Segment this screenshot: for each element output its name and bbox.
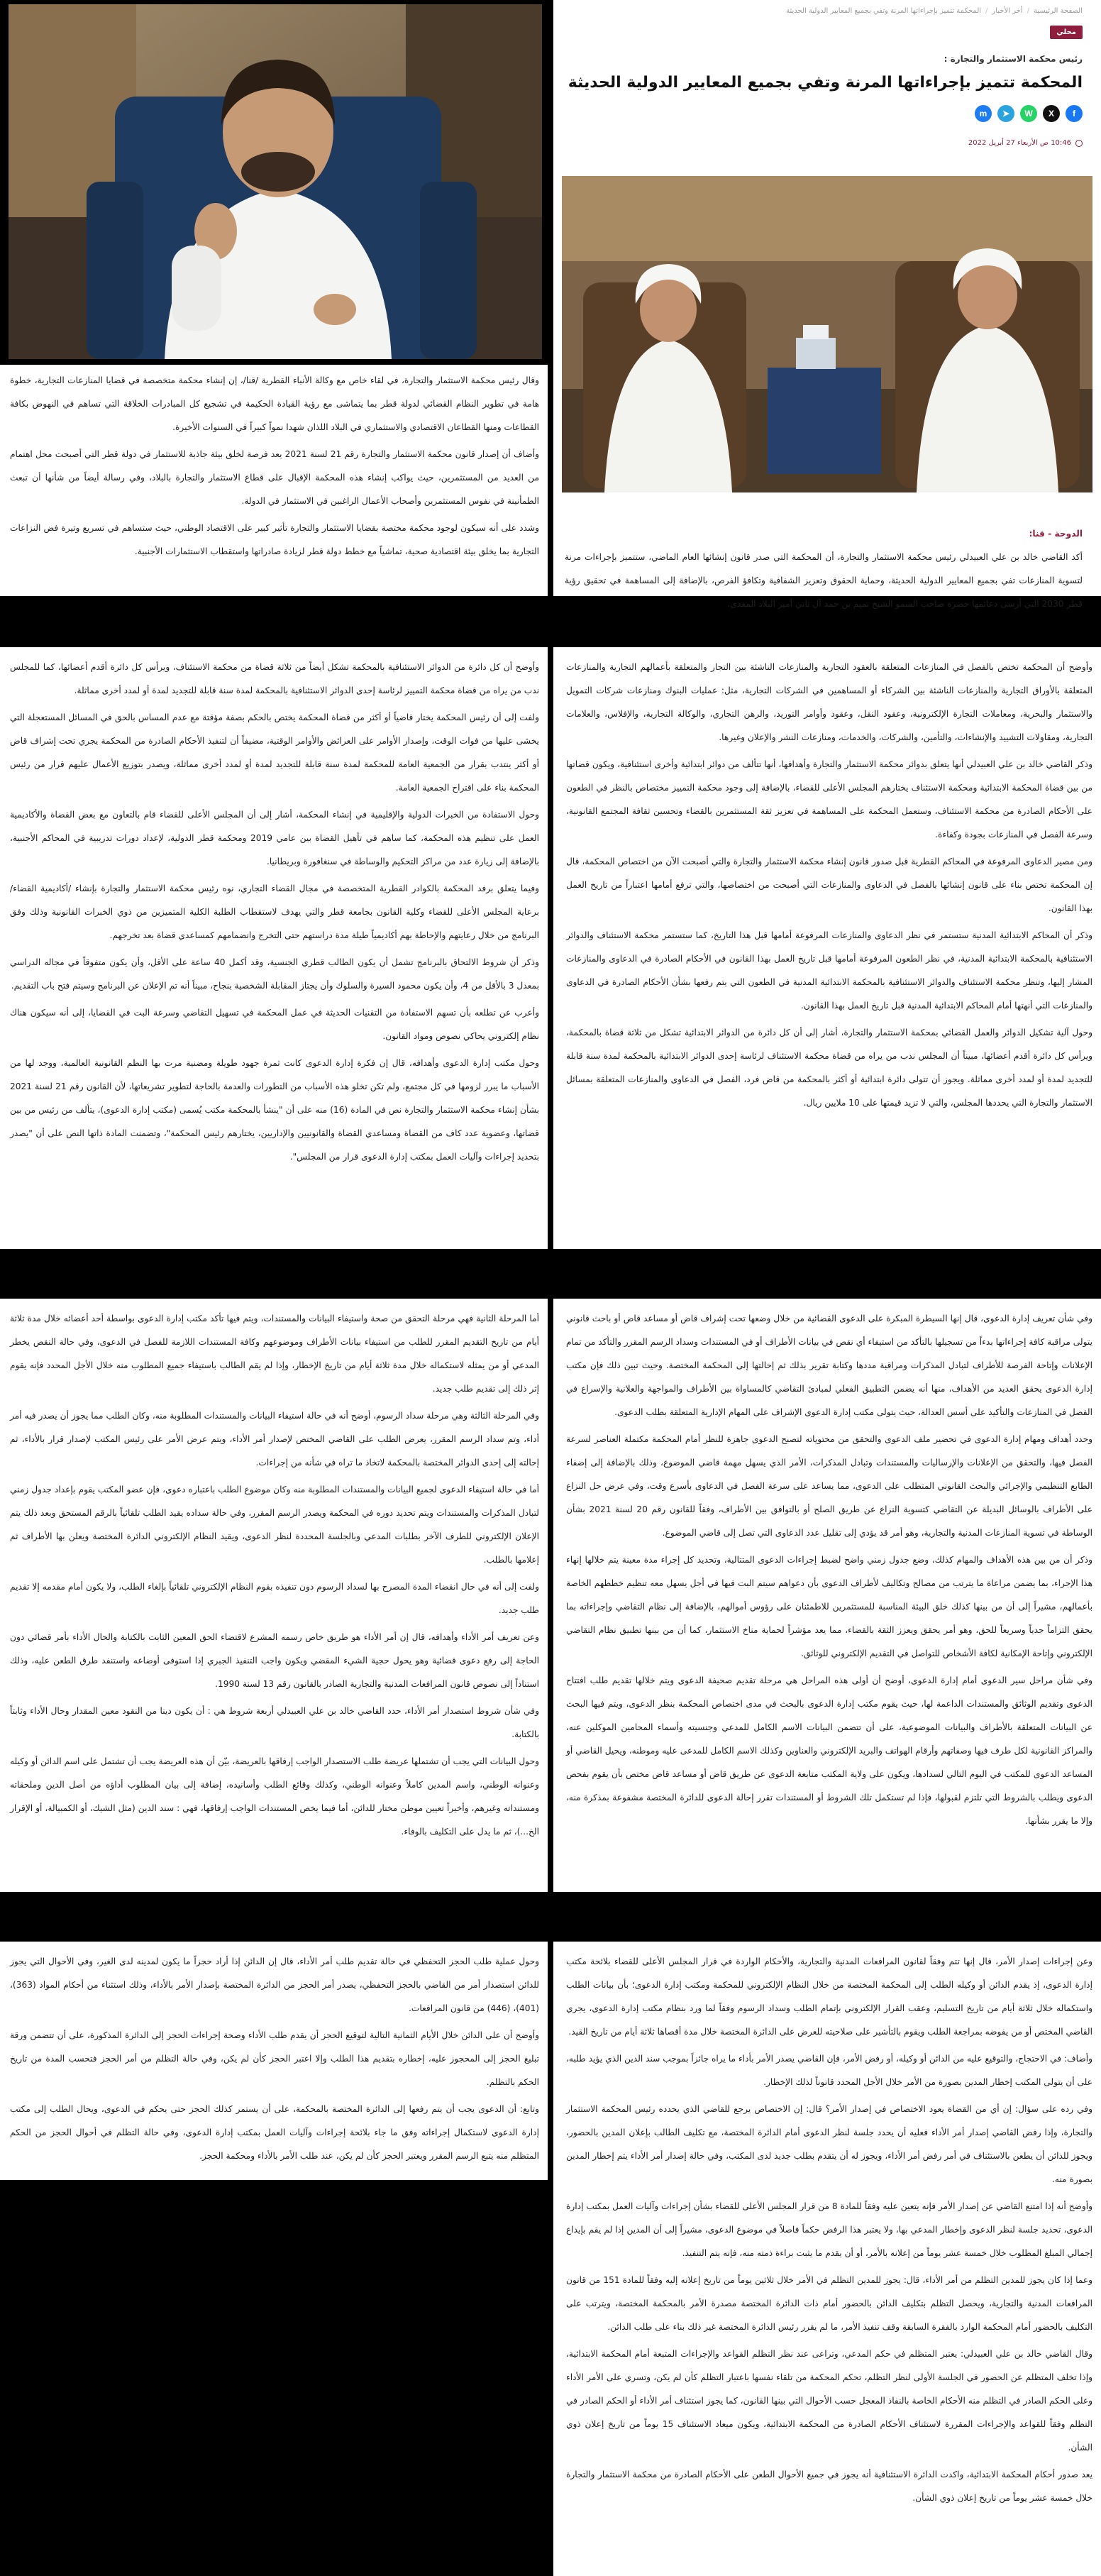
article-body-block-5 [0, 1299, 548, 1892]
article-body-block-4 [553, 1299, 1101, 1892]
article-paragraph: يعد صدور أحكام المحكمة الابتدائية، واكدت الدائرة الاستئنافية أنه يجوز في جميع الأحوال الطعن على الأحكام الصادرة من محكمة الاستثمار والتجارة خلال خمسة عشر يوماً من تاريخ إعلان ذوي الشأن. [566, 2470, 1092, 2503]
article-paragraph: وتابع: أن الدعوى يجب أن يتم رفعها إلى الدائرة المختصة بالمحكمة، على أن يستمر كذلك الحجز حتى يحكم في الدعوى، ويحال الطلب إلى مكتب إدارة الدعوى لاستكمال إجراءاته وفق ما جاء بلائحة إجراءات وآليات العمل بمكتب إدارة الدعوى، وفي حالة التظلم في أحوال الحجز من الحكم المتظلم منه يتبع الرسم المقرر ويعتبر الحجز كأن لم يكن، عند طلب الأمر بالأداء ومحكمة الحجز. [10, 2104, 539, 2161]
breadcrumb [786, 7, 1083, 15]
breadcrumb-separator: / [985, 7, 988, 15]
article-paragraph: أما في حالة استيفاء الدعوى لجميع البيانات والمستندات المطلوبة منه وكان موضوع الطلب باعتباره دعوى، فإن عضو المكتب يقوم بإعداد جدول زمني لتبادل المذكرات والمستندات ويتم تحديد دوره في المحكمة ويصدر الرسم المقرر، وفي حالة سداده يقيد الطلب تلقائياً بالرقم المستحق وبعد ذلك يتم الإعلان الإلكتروني للطرف الآخر بطلبات المدعي وبالجلسة المحددة لنظر الدعوى، ويقيد النظام الإلكتروني الدائرة المختصة ويعلن بها الأطراف ثم إعلامها بالطلب. [10, 1485, 539, 1565]
article-paragraph: وقال رئيس محكمة الاستثمار والتجارة، في لقاء خاص مع وكالة الأنباء القطرية /قنا/، إن إنشاء محكمة متخصصة في قضايا المنازعات التجارية، خطوة هامة في تطوير النظام القضائي لدولة قطر بما يتماشى مع رؤية القيادة الحكيمة في تشجيع كل المبادرات الخلاقة التي تساهم في النهوض بكافة القطاعات ومنها القطاعان الاقتصادي والاستثماري في البلاد اللذان شهدا نمواً كبيراً في السنوات الأخيرة. [10, 375, 539, 432]
article-photo-portrait [9, 4, 542, 359]
article-paragraph: وذكر أن المحاكم الابتدائية المدنية ستستمر في نظر الدعاوى والمنازعات المرفوعة أمامها قبل هذا التاريخ، كما ستستمر محكمة الاستئناف والدوائر الاستئنافية بالمحكمة الابتدائية المدنية، في نظر الطعون المرفوعة أمامها قبل تاريخ العمل بهذا القانون في الأحكام الصادرة في الدعاوى والمنازعات المشار إليها، وتنظر محكمة الاستئناف والدوائر الاستئنافية بالمحكمة الابتدائية المدنية في الطعون التي يتم رفعها بشأن الأحكام الصادرة في الدعاوى والمنازعات التي أنهتها أمام المحاكم الابتدائية المدنية قبل تاريخ العمل بهذا القانون. [566, 930, 1092, 1011]
article-paragraph: وحول الاستفادة من الخبرات الدولية والإقليمية في إنشاء المحكمة، أشار إلى أن المجلس الأعلى للقضاء قام بالتعاون مع بعض القضاة والأكاديمية العمل على تنظيم هذه المحكمة، كما ساهم في تأهيل القضاة بين عامي 2019 ومحكمة قطر الدولية، لإعداد دورات تدريبية في المحاكم الأجنبية، بالإضافة إلى زيارة عدد من مراكز التحكيم والوساطة في سنغافورة وبريطانيا. [10, 810, 539, 866]
clock-icon [1075, 140, 1083, 147]
article-headline: المحكمة تتميز بإجراءاتها المرنة وتفي بجميع المعايير الدولية الحديثة [568, 74, 1083, 92]
article-paragraph: أما المرحلة الثانية فهي مرحلة التحقق من صحة واستيفاء البيانات والمستندات، ويتم فيها تأكد مكتب إدارة الدعوى بواسطة أحد أعضائه خلال مدة ثلاثة أيام من تاريخ التقديم المقرر للطلب من استيفاء بيانات الأطراف وموضوعهم وكافة المستندات اللازمة للفصل في الدعوى، وفي حالة النقص يخطر المدعي أو من يمثله لاستكماله خلال مدة ثلاثة أيام من تاريخ الإخطار، وإذا لم يقم الطالب باستيفاء جميع المطلوب منه خلال الأجل المحدد فإنه يقوم إثر ذلك إلى تقديم طلب جديد. [10, 1314, 539, 1394]
article-paragraph: ولفت إلى أنه في حال انقضاء المدة المصرح بها لسداد الرسوم دون تنفيذه بقوم النظام الإلكتروني تلقائياً بإلغاء الطلب، ولا يكون أمام مقدمه إلا تقديم طلب جديد. [10, 1582, 539, 1615]
article-paragraph: وفي شأن شروط استصدار أمر الأداء، حدد القاضي خالد بن علي العبيدلي أربعة شروط هي : أن يكون دينا من النقود معين المقدار وحال الأداء وثابتاً بالكتابة. [10, 1706, 539, 1739]
article-paragraph: وأوضح أن المحكمة تختص بالفصل في المنازعات المتعلقة بالعقود التجارية والمنازعات الناشئة بين التجار والمتعلقة بأعمالهم التجارية والمنازعات المتعلقة بالأوراق التجارية والمنازعات الناشئة بين الشركاء أو المساهمين في الشركات التجارية، مثل: عمليات البنوك ومنازعات شركات التمويل والاستثمار والبحرية، ومعاملات التجارة الإلكترونية، وعقود النقل، وعقود وأوامر التوريد، والرهن التجاري، والوكالة التجارية، والإفلاس، والعلامات التجارية، ومقاولات التشييد والإنشاءات، والتأمين، والشركات، والخدمات، ومنازعات النشر والإعلان وغيرها. [566, 662, 1092, 742]
article-paragraph: وقال القاضي خالد بن علي العبيدلي: يعتبر المتظلم في حكم المدعي، وتراعى عند نظر التظلم القواعد والإجراءات المتبعة أمام المحكمة الابتدائية، وإذا تخلف المتظلم عن الحضور في الجلسة الأولى لنظر التظلم، تحكم المحكمة من تلقاء نفسها باعتبار التظلم كأن لم يكن، وتسري على الأمر الأداء وعلى الحكم الصادر في التظلم منه الأحكام الخاصة بالنفاذ المعجل حسب الأحوال التي بينها القانون، كما يجوز استئناف أمر الأداء أو الحكم الصادر في التظلم وفقاً للقواعد والإجراءات المقررة لاستئناف الأحكام الصادرة من المحكمة الابتدائية، ويكون ميعاد الاستئناف 15 يوماً من تاريخ إعلان ذوي الشأن. [566, 2349, 1092, 2453]
article-date-text: 10:46 ص الأربعاء 27 أبريل 2022 [968, 139, 1071, 147]
dateline-location: الدوحة - قنا: [1029, 529, 1083, 539]
messenger-icon[interactable]: m [975, 105, 992, 122]
article-paragraph: وأوضح أنه إذا امتنع القاضي عن إصدار الأمر فإنه يتعين عليه وفقاً للمادة 8 من قرار المجلس الأعلى للقضاء بشأن إجراءات وآليات العمل بمكتب إدارة الدعوى، تحديد جلسة لنظر الدعوى وإخطار المدعي بها، ولا يعتبر هذا الرفض حكماً فاصلاً في موضوع الدعوى، مشيراً إلى أن المدين إذا لم يقم بإيداع إجمالي المبلغ المطلوب خلال خمسة عشر يوماً من إعلانه بالأمر، أو أن يقدم ما يثبت براءة ذمته منه، فإنه يتم التنفيذ. [566, 2201, 1092, 2258]
breadcrumb-latest-news[interactable]: أخر الأخبار [992, 7, 1023, 15]
article-paragraph: وأوضح أن على الدائن خلال الأيام الثمانية التالية لتوقيع الحجز أن يقدم طلب الأداء وصحة إجراءات الحجز إلى الدائرة المذكورة، على أن تتضمن ورقة تبليغ الحجز إلى المحجوز عليه، إخطاره بتقديم هذا الطلب وإلا اعتبر الحجز كأن لم يكن، وفي حالة التظلم من أمر الحجز فتحسب المدة من تاريخ الحكم بالتظلم. [10, 2030, 539, 2087]
article-paragraph: وأوضح أن كل دائرة من الدوائر الاستئنافية بالمحكمة تشكل أيضاً من ثلاثة قضاة من محكمة الاستئناف، ويرأس كل دائرة أقدم أعضائها، كما للمجلس ندب من يراه من قضاة محكمة التمييز لرئاسة إحدى الدوائر الاستئنافية بالمحكمة لمدة سنة قابلة للتجديد لمدة أو لمدد أخرى مماثلة. [10, 662, 539, 695]
article-header-panel [553, 0, 1101, 609]
article-body-block-1 [0, 365, 548, 596]
article-paragraph: وأضاف: في الاحتجاج، والتوقيع عليه من الدائن أو وكيله، أو رفض الأمر، فإن القاضي يصدر الأمر بأداء ما يراه جائزاً بموجب سند الدين الذي يؤيد طلبه، على أن يتولى المكتب إخطار المدين بصورة من الأمر خلال الأجل المحدد قانوناً لذلك الإخطار. [566, 2054, 1092, 2087]
article-kicker: رئيس محكمة الاستثمار والتجارة : [944, 54, 1083, 64]
article-date [968, 139, 1083, 147]
whatsapp-icon[interactable]: W [1020, 105, 1037, 122]
article-paragraph: وذكر أن من بين هذه الأهداف والمهام كذلك، وضع جدول زمني واضح لضبط إجراءات الدعوى المتتالية، وتحديد كل إجراء مدة معينة يتم خلالها إنهاء هذا الإجراء، بما يضمن مراعاة ما يترتب من مصالح وتكاليف لأطراف الدعوى بأن دعواهم سيتم البت فيها في أجل يسهل معه تنظيم خططهم الخاصة بأعمالهم، مشيراً إلى أن من بينها كذلك خلق البيئة المناسبة للمستثمرين للاطمئنان على رؤوس أموالهم، بالإضافة إلى نظام التقاضي وإجراءاته بما يحقق التزاماً جدياً وسريعاً للحق، وهو أمر يحقق ويعزز الثقة بالقضاء، مما يعد مؤشراً لحماية مناخ الاستثمار، كما أن من بينها تطبيق نظام التقاضي الإلكتروني وإتاحة الإمكانية لكافة الأشخاص للتواصل في التقديم الإلكتروني للوثائق. [566, 1555, 1092, 1658]
article-paragraph: وفي شأن تعريف إدارة الدعوى، قال إنها السيطرة المبكرة على الدعوى القضائية من خلال وضعها تحت إشراف قاض أو مساعد قاض أو باحث قانوني يتولى مراقبة كافة إجراءاتها بدءاً من تسجيلها بالتأكد من استيفاء أي نقص في بيانات الأطراف أو في المستندات وسداد الرسم المقرر والتأكد من تمام الإعلانات وإتاحة الفرصة للأطراف لتبادل المذكرات ومراقبة مددها وكتابة تقرير بذلك ثم إحالتها إلى المحكمة المختصة. وحيث تبين ذلك فإن مكتب إدارة الدعوى يحقق العديد من الأهداف، منها أنه يضمن التطبيق الفعلي لمبادئ التقاضي كالمساواة بين الأطراف والمواجهة والعلانية والإسراع في الفصل في المنازعات والتأكيد على أسس العدالة، حيث يتولى مكتب إدارة الدعوى الإشراف على المهام الإدارية المتعلقة بطلب الدعوى. [566, 1314, 1092, 1417]
facebook-icon[interactable]: f [1066, 105, 1083, 122]
article-body-block-3 [0, 647, 548, 1249]
article-body-block-2 [553, 647, 1101, 1249]
article-photo-meeting [562, 176, 1092, 492]
lead-text: أكد القاضي خالد بن علي العبيدلي رئيس محكمة الاستثمار والتجارة، أن المحكمة التي صدر قانون إنشائها العام الماضي، ستتميز بإجراءات مرنة لتسوية المنازعات تفي بجميع المعايير الدولية الحديثة، وحماية الحقوق وتعزيز الشفافية وتكافؤ الفرص، بالإضافة إلى المساهمة في تحقيق رؤية قطر 2030 التي أرسى دعائمها حضرة صاحب السمو الشيخ تميم بن حمد آل ثاني أمير البلاد المفدى. [565, 552, 1083, 609]
article-paragraph: وأضاف أن إصدار قانون محكمة الاستثمار والتجارة رقم 21 لسنة 2021 يعد فرصة لخلق بيئة جاذبة للاستثمار في دولة قطر التي أصبحت محل اهتمام من العديد من المستثمرين، حيث يواكب إنشاء هذه المحكمة الإقبال على قطاع الاستثمار والتجارة بالبلاد، وفي رسالة أيضاً من شأنها أن تبعث الطمأنينة في نفوس المستثمرين وأصحاب الأعمال الراغبين في الاستثمار في الدولة. [10, 449, 539, 506]
article-paragraph: وشدد على أنه سيكون لوجود محكمة مختصة بقضايا الاستثمار والتجارة تأثير كبير على الاقتصاد الوطني، حيث ستساهم في تسريع وتيرة فض النزاعات التجارية بما يخلق بيئة اقتصادية صحية، تماشياً مع خطط دولة قطر لزيادة صادراتها واستقطاب الاستثمارات الأجنبية. [10, 523, 539, 556]
article-paragraph: وأعرب عن تطلعه بأن تسهم الاستفادة من التقنيات الحديثة في عمل المحكمة في تسهيل التقاضي وسرعة البت في القضايا، إلى أنه سيكون هناك نظام إلكتروني يحاكي نصوص ومواد القانون. [10, 1008, 539, 1041]
article-paragraph: وعما إذا كان يجوز للمدين التظلم من أمر الأداء، قال: يجوز للمدين التظلم في الأمر خلال ثلاثين يوماً من تاريخ إعلانه إليه وفقاً للمادة 151 من قانون المرافعات المدنية والتجارية، ويحصل التظلم بتكليف الدائن بالحضور أمام ذات الدائرة المختصة مصدرة الأمر بالمحكمة المختصة، ويترتب على التكليف بالحضور أمام المحكمة الوارد بالفقرة السابقة وقف تنفيذ الأمر، ما لم يقرر رئيس الدائرة المختصة غير ذلك بناء على طلب الدائن. [566, 2275, 1092, 2332]
article-lead [565, 522, 1083, 616]
article-paragraph: وحدد أهداف ومهام إدارة الدعوى في تحضير ملف الدعوى والتحقق من محتوياته لتصبح الدعوى جاهزة للنظر أمام المحكمة مكتملة العناصر لسرعة الفصل فيها، والتحقق من الإعلانات والإرساليات والمستندات وتبادل المذكرات، الأمر الذي يسهل مهمة قاضي الموضوع، وذلك بالإضافة إلى إضفاء الطابع التنظيمي والإجرائي والبحث القانوني المتطلب على الدعوى، مما يساعد على سرعة الفصل في الدعاوى بأسرع وقت، وفي عرض حل النزاع على الأطراف بالوسائل البديلة عن التقاضي كتسوية النزاع عن طريق الصلح أو بالتوافق بين الأطراف، وفقاً للقانون رقم 20 لسنة 2021 بشأن الوساطة في تسوية المنازعات المدنية والتجارية، وهو أمر قد يؤدي إلى تقليل عدد الدعاوى التي تصل إلى قاضي الموضوع. [566, 1434, 1092, 1538]
article-paragraph: ومن مصير الدعاوى المرفوعة في المحاكم القطرية قبل صدور قانون إنشاء محكمة الاستثمار والتجارة والتي أصبحت الآن من اختصاص المحكمة، قال إن المحكمة تختص بناء على قانون إنشائها بالفصل في الدعاوى والمنازعات التي أصبحت من اختصاصها، والتي ترفع أمامها اعتباراً من تاريخ العمل بهذا القانون. [566, 857, 1092, 913]
breadcrumb-current: المحكمة تتميز بإجراءاتها المرنة وتفي بجميع المعايير الدولية الحديثة [786, 7, 982, 15]
article-paragraph: وفي رده على سؤال: إن أي من القضاة يعود الاختصاص في إصدار الأمر؟ قال: إن الاختصاص يرجع للقاضي الذي يحدده رئيس المحكمة الاستثمار والتجارة، وإذا رفض القاضي إصدار أمر الأداء فعليه أن يحدد جلسة لنظر الدعوى أمام الدائرة المختصة، مع تكليف الطالب بإعلان المدين بالحضور، ويجوز للدائن أن يطعن بالاستئناف في أمر رفض أمر الأداء، ويجوز له أن يتقدم بطلب جديد لدى المكتب، وفي حالة إصدار أمر الأداء يتم إخطار المدين بصورة منه. [566, 2104, 1092, 2184]
article-paragraph: وفي شأن مراحل سير الدعوى أمام إدارة الدعوى، أوضح أن أولى هذه المراحل هي مرحلة تقديم صحيفة الدعوى ويتم خلالها تقديم طلب افتتاح الدعوى وتقديم الوثائق والمستندات الداعمة لها، حيث يقوم مكتب إدارة الدعوى بالبحث في مدى اختصاص المحكمة بنظر الدعوى، ويتم فيها البحث عن البيانات المتعلقة بالأطراف والبيانات الموضوعية، على أن تتضمن البيانات الاسم الكامل للمدعي وجنسيته وأسماء المحامين الموكلين عنه، والمراكز القانونية لكل طرف فيها وصفاتهم وأرقام الهواتف والبريد الإلكتروني والعناوين وكذلك الاسم الكامل للمدعى عليه وموطنه، ويحيل القاضي أو المساعد الدعوى للمكتب في اليوم التالي لسدادها، ويكون على ولاية المكتب متابعة الدعوى عن طريق قاض أو مساعد قاض مختص بأن يقوم بفحص الدعوى ويطلب بالشروط التي تلتزم لقبولها، فإذا لم تستكمل تلك الشروط أو المستندات تقرر إحالة الدعوى للدائرة المختصة مشفوعة بمذكرة منه، وإلا ما يقرر بشأنها. [566, 1675, 1092, 1826]
article-paragraph: وحول مكتب إدارة الدعوى وأهدافه، قال إن فكرة إدارة الدعوى كانت ثمرة جهود طويلة ومضنية مرت بها النظم القانونية العالمية، ووجد لها من الأسباب ما يبرر لزومها في كل مجتمع، ولم تكن تخلو هذه الأسباب من التطورات والعدمة بالحاجة لتطوير تشريعاتها، لأن القانون رقم 21 لسنة 2021 بشأن إنشاء محكمة الاستثمار والتجارة نص في المادة (16) منه على أن "ينشأ بالمحكمة مكتب يُسمى (مكتب إدارة الدعوى)، يتألف من رئيس من بين قضاتها، وعضوية عدد كاف من القضاة ومساعدي القضاة والقانونيين والإداريين، يختارهم رئيس المحكمة"، وتضمنت المادة ذاتها النص على أن "يصدر بتحديد إجراءات وآليات العمل بمكتب إدارة الدعوى قرار من المجلس". [10, 1058, 540, 1162]
article-paragraph: وذكر القاضي خالد بن علي العبيدلي أنها يتعلق بدوائر محكمة الاستثمار والتجارة وأهدافها، أنها تتألف من دوائر ابتدائية وأخرى استئنافية، ويكون قضاتها من بين قضاة المحكمة الابتدائية ومحكمة الاستئناف يختارهم المجلس الأعلى للقضاء، بالإضافة إلى وجود محكمة التمييز مختصاص بالنظر في الطعون على الأحكام الصادرة من محكمة الاستئناف، وستعمل المحكمة على المساهمة في تعزيز ثقة المستثمرين بالقضاء وتحسين ثقافة المجتمع القانونية، وسرعة الفصل في المنازعات بجودة وكفاءة. [566, 759, 1092, 840]
article-paragraph: وفيما يتعلق برفد المحكمة بالكوادر القطرية المتخصصة في مجال القضاء التجاري، نوه رئيس محكمة الاستثمار والتجارة بإنشاء /أكاديمية القضاء/ برعاية المجلس الأعلى للقضاء وكلية القانون بجامعة قطر والتي يهدف لاستقطاب الطلبة الكلية المتميزين من ذوي الخبرات القانونية وذلك وفق البرنامج من خلال رعايتهم والإحاطة بهم أكاديمياً طيلة مدة دراستهم حتى التخرج وانضمامهم كمساعدي قضاة بعد تخرجهم. [10, 884, 539, 940]
x-twitter-icon[interactable]: X [1043, 105, 1060, 122]
article-paragraph: وحول عملية طلب الحجز التحفظي في حالة تقديم طلب أمر الأداء، قال إن الدائن إذا أراد حجزاً ما يكون لمدينه لدى الغير، وفي الأحوال التي يجوز للدائن استصدار أمر من القاضي بالحجز التحفظي، يصدر أمر الحجز من الدائرة المختصة بإصدار الأمر بالأداء، وذلك استثناء من أحكام المواد (363)، (401)، (446) من قانون المرافعات. [10, 1956, 539, 2013]
article-paragraph: وفي المرحلة الثالثة وهي مرحلة سداد الرسوم، أوضح أنه في حالة استيفاء البيانات والمستندات المطلوبة منه، وكان الطلب مما يجوز أن يصدر فيه أمر أداء، وتم سداد الرسم المقرر، يعرض الطلب على القاضي المختص لإصدار أمر الأداء، ويتم عرض الأمر على رئيس المكتب لإصدار قرار بالأداء، ثم إحالته إلى إحدى الدوائر المختصة بالمحكمة لاتخاذ ما تراه في شأنه من إجراءات. [10, 1411, 539, 1468]
share-buttons [975, 105, 1083, 122]
article-paragraph: وعن تعريف أمر الأداء وأهدافه، قال إن أمر الأداء هو طريق خاص رسمه المشرع لاقتضاء الحق المعين الثابت بالكتابة والحال الأداء بأمر قضائي دون الحاجة إلى رفع دعوى قضائية وهو يحول حجية الشيء المقضي ويكون واجب التنفيذ الجبري إذا استوفى أوضاعه واستنفد طرق الطعن عليه، وذلك استناداً إلى نصوص قانون المرافعات المدنية والتجارية الصادر بالقانون رقم 13 لسنة 1990. [10, 1632, 539, 1689]
article-paragraph: ولفت إلى أن رئيس المحكمة يختار قاضياً أو أكثر من قضاة المحكمة يختص بالحكم بصفة مؤقتة مع عدم المساس بالحق في المسائل المستعجلة التي يخشى عليها من فوات الوقت، وإصدار الأوامر على العرائض والأوامر الوقتية، مضيفاً أن لتنفيذ الأحكام الصادرة من المحكمة يجري تحت إشراف قاض أو أكثر ينتدب بقرار من الجمعية العامة للمحكمة لمدة سنة قابلة للتجديد لمدة أو لمدد أخرى مماثلة، ويصدر بتوزيع الأعمال عليهم قرار من رئيس المحكمة بناء على اقتراح الجمعية العامة. [10, 712, 539, 793]
breadcrumb-home[interactable]: الصفحة الرئيسية [1034, 7, 1083, 15]
article-body-block-7 [0, 1942, 548, 2180]
portrait-illustration [9, 4, 542, 359]
article-paragraph: وحول آلية تشكيل الدوائر والعمل القضائي بمحكمة الاستثمار والتجارة، أشار إلى أن كل دائرة من الدوائر الابتدائية تشكل من ثلاثة قضاة بالمحكمة، ويرأس كل دائرة أقدم أعضائها، مبيناً أن المجلس ندب من يراه من قضاة محكمة الاستئناف لرئاسة إحدى الدوائر الابتدائية بالمحكمة لمدة سنة قابلة للتجديد لمدة أو لمدد أخرى مماثلة. ويجوز أن تتولى دائرة ابتدائية أو أكثر بالمحكمة من قاض فرد، الفصل في الدعاوى والمنازعات المتعلقة بمسائل الاستثمار والتجارة التي يحددها المجلس، والتي لا تزيد قيمتها على 10 ملايين ريال. [566, 1028, 1092, 1108]
telegram-icon[interactable]: ➤ [997, 105, 1014, 122]
breadcrumb-separator: / [1027, 7, 1029, 15]
category-badge[interactable]: محلي [1050, 26, 1083, 39]
article-body-block-6 [553, 1942, 1101, 2576]
article-paragraph: وعن إجراءات إصدار الأمر، قال إنها تتم وفقاً لقانون المرافعات المدنية والتجارية، والأحكام الواردة في قرار المجلس الأعلى للقضاء بلائحة مكتب إدارة الدعوى، إذ يقدم الدائن أو وكيله الطلب إلى المحكمة المختصة من خلال النظام الإلكتروني للمحكمة ومكتب إدارة الدعوى؛ بأن بيانات الطلب واستكماله خلال ثلاثة أيام من تاريخ التسليم، وعقب القرار الإلكتروني بإتمام الطلب وسداد الرسوم وفقاً لما ورد بنظام مكتب إدارة الدعوى، يجري القاضي المختص أو من يفوضه بمراجعة الطلب ويقوم بالتأشير على صلاحيته للعرض على الدائرة المختصة خلال مدة أقصاها ثلاثة أيام من تاريخ القيد. [566, 1956, 1092, 2037]
article-paragraph: وحول البيانات التي يجب أن تشتملها عريضة طلب الاستصدار الواجب إرفاقها بالعريضة، بيّن أن هذه العريضة يجب أن تشتمل على اسم الدائن أو وكيله وعنوانه الوطني، واسم المدين كاملاً وعنوانه الوطني، وكذلك وقائع الطلب وأسانيده، إضافة إلى بيان المطلوب أداؤه من أصل الدين وملحقاته ومستنداته وغيرهم، وأخيراً تعيين موطن مختار للدائن، أما فيما يخص المستندات الواجب إرفاقها، فهي : سند الدين (مثل الشيك، أو الكمبيالة، أو الإقرار الخ...)، ثم ما يدل على التكليف بالوفاء. [10, 1756, 539, 1837]
meeting-illustration [562, 176, 1092, 492]
article-paragraph: وذكر أن شروط الالتحاق بالبرنامج تشمل أن يكون الطالب قطري الجنسية، وقد أكمل 40 ساعة على الأقل، وأن يكون متفوقاً في مجاله الدراسي بمعدل 3 بالأقل من 4، وأن يكون محمود السيرة والسلوك وأن يجتاز المقابلة الشخصية بنجاح، مبيناً أنه تم الإعلان عن البرنامج وسيتم فتح باب التقديم. [10, 957, 539, 991]
